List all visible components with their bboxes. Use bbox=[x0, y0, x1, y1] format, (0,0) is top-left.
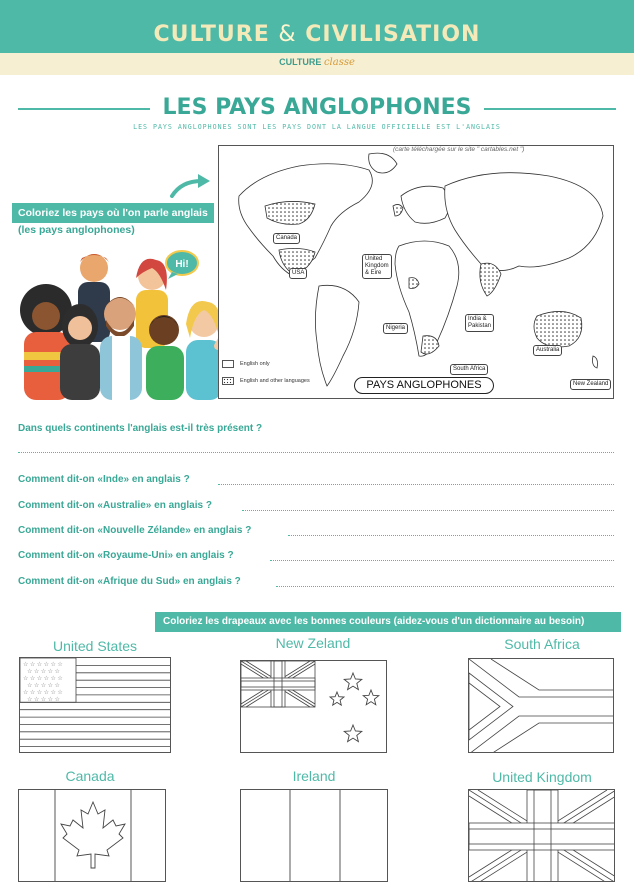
people-illustration bbox=[14, 248, 250, 400]
map-label-uk bbox=[362, 254, 392, 279]
map-label-south-africa: South Africa bbox=[450, 364, 488, 375]
answer-line-1[interactable] bbox=[18, 452, 614, 453]
question-3: Comment dit-on «Australie» en anglais ? bbox=[18, 500, 212, 511]
world-map-outline bbox=[219, 146, 614, 399]
maple-leaf-icon bbox=[61, 802, 125, 868]
svg-text:☆☆☆☆☆☆: ☆☆☆☆☆☆ bbox=[23, 689, 65, 696]
brand-logo bbox=[0, 57, 634, 68]
instruction-note: (les pays anglophones) bbox=[18, 224, 135, 236]
flag-label-united-states: United States bbox=[52, 638, 138, 654]
flag-canada[interactable] bbox=[18, 789, 166, 882]
flag-united-states[interactable] bbox=[19, 657, 171, 753]
question-4: Comment dit-on «Nouvelle Zélande» en anglais ? bbox=[18, 525, 252, 536]
question-6: Comment dit-on «Afrique du Sud» en anglais ? bbox=[18, 576, 241, 587]
question-5: Comment dit-on «Royaume-Uni» en anglais ? bbox=[18, 550, 234, 561]
map-label-australia: Australia bbox=[533, 345, 562, 356]
map-label-uk-line2: Kingdom bbox=[365, 263, 389, 269]
instruction-color-flags: Coloriez les drapeaux avec les bonnes couleurs (aidez-vous d'un dictionnaire au besoin) bbox=[155, 612, 621, 632]
brand-prefix: CULTURE bbox=[279, 57, 322, 67]
legend-swatch-english-other bbox=[222, 377, 234, 385]
answer-line-4[interactable] bbox=[288, 535, 614, 536]
legend-english-only: English only bbox=[240, 361, 270, 367]
map-credit: (carte téléchargée sur le site " cartables.net ") bbox=[393, 146, 525, 153]
brand-script: classe bbox=[323, 57, 355, 68]
flag-label-new-zealand: New Zeland bbox=[275, 635, 351, 651]
question-1: Dans quels continents l'anglais est-il très présent ? bbox=[18, 423, 263, 434]
map-label-canada: Canada bbox=[273, 233, 300, 244]
nz-stars bbox=[330, 673, 379, 742]
flag-ireland[interactable] bbox=[240, 789, 388, 882]
map-label-new-zealand: New Zealand bbox=[570, 379, 611, 390]
answer-line-6[interactable] bbox=[276, 586, 614, 587]
page-title: LES PAYS ANGLOPHONES bbox=[162, 95, 472, 120]
page-subtitle: LES PAYS ANGLOPHONES SONT LES PAYS DONT LA LANGUE OFFICIELLE EST L'ANGLAIS bbox=[133, 123, 501, 131]
answer-line-5[interactable] bbox=[270, 560, 614, 561]
svg-text:☆☆☆☆☆: ☆☆☆☆☆ bbox=[27, 668, 62, 675]
speech-bubble bbox=[164, 250, 204, 280]
flag-new-zealand[interactable] bbox=[240, 660, 387, 753]
flag-label-south-africa: South Africa bbox=[504, 636, 580, 652]
legend-swatch-english-only bbox=[222, 360, 234, 368]
speech-bubble-text: Hi! bbox=[175, 259, 189, 270]
flag-label-united-kingdom: United Kingdom bbox=[492, 769, 592, 785]
map-title: PAYS ANGLOPHONES bbox=[354, 377, 494, 394]
svg-text:☆☆☆☆☆: ☆☆☆☆☆ bbox=[27, 682, 62, 689]
map-label-nigeria: Nigeria bbox=[383, 323, 408, 334]
flag-south-africa[interactable] bbox=[468, 658, 614, 753]
map-label-india-line2: Pakistan bbox=[468, 323, 492, 329]
instruction-color-countries: Coloriez les pays où l'on parle anglais bbox=[12, 203, 214, 223]
us-stars bbox=[23, 661, 64, 703]
map-label-usa: USA bbox=[289, 268, 307, 279]
svg-text:☆☆☆☆☆☆: ☆☆☆☆☆☆ bbox=[23, 661, 65, 668]
flag-united-kingdom[interactable] bbox=[468, 789, 615, 882]
svg-text:☆☆☆☆☆: ☆☆☆☆☆ bbox=[27, 696, 62, 703]
flag-label-canada: Canada bbox=[65, 768, 115, 784]
question-2: Comment dit-on «Inde» en anglais ? bbox=[18, 474, 190, 485]
map-label-uk-line3: & Eire bbox=[365, 270, 382, 276]
header-title bbox=[0, 22, 634, 48]
map-label-india-line1: India & bbox=[468, 316, 487, 322]
legend-english-other: English and other languages bbox=[240, 378, 310, 384]
arrow-icon bbox=[168, 172, 214, 198]
header-title-amp: & bbox=[278, 22, 297, 47]
svg-text:☆☆☆☆☆☆: ☆☆☆☆☆☆ bbox=[23, 675, 65, 682]
world-map bbox=[218, 145, 614, 399]
map-label-india bbox=[465, 314, 494, 332]
header-title-culture: CULTURE bbox=[153, 22, 270, 47]
flag-label-ireland: Ireland bbox=[292, 768, 336, 784]
map-label-uk-line1: United bbox=[365, 256, 383, 262]
answer-line-3[interactable] bbox=[242, 510, 614, 511]
answer-line-2[interactable] bbox=[218, 484, 614, 485]
header-title-civilisation: CIVILISATION bbox=[305, 22, 481, 47]
